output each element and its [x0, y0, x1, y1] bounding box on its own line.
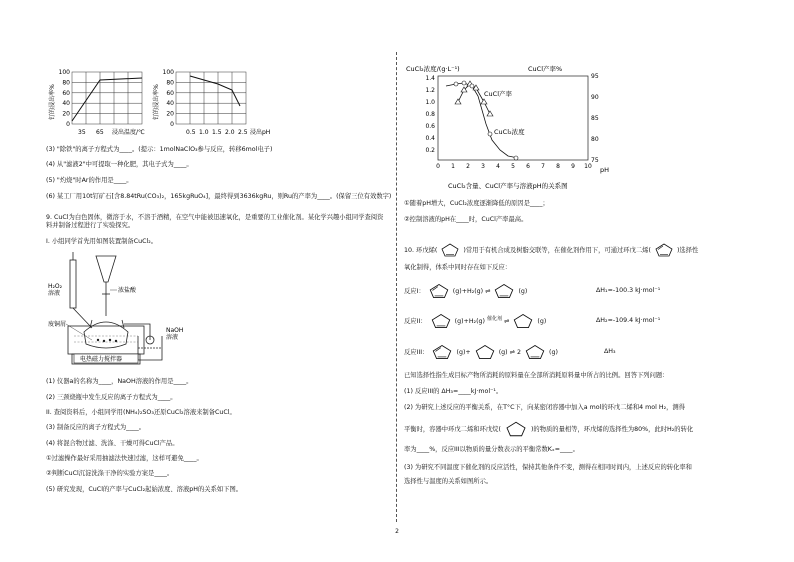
chart3-xtick: 5 — [511, 163, 515, 170]
cyclopentane-icon — [503, 420, 529, 438]
chart2-xlabel: 浸出pH — [250, 129, 271, 136]
question-4b-2: ②判断CuCl沉淀洗涤干净的实验方案是____。 — [46, 470, 174, 477]
series-yield-label: CuCl产率 — [484, 90, 513, 98]
leaching-ph-chart — [150, 66, 280, 140]
problem-10-note: 已知选择性指生成目标产物所消耗的原料量在全部所消耗原料量中所占的比例。回答下列问题： — [404, 372, 669, 379]
q10-1: (1) 反应III的 ΔH₃=____kJ·mol⁻¹。 — [404, 388, 503, 395]
chart3-right-tick: 95 — [591, 73, 599, 80]
chart-ytick: 80 — [62, 79, 70, 87]
chart1-curve — [72, 78, 142, 121]
cyclopentene-icon — [429, 312, 453, 330]
problem-10-line1 — [404, 242, 698, 258]
rxn2-mid: (g)+H₂(g) — [454, 318, 485, 325]
chart3-xlabel: pH — [600, 166, 610, 174]
rxn3-label: 反应III： — [404, 349, 429, 356]
chart-ytick: 80 — [166, 79, 174, 87]
rxn2-label: 反应II： — [404, 318, 427, 325]
label-stirrer: 电热磁力搅拌器 — [80, 356, 123, 363]
reaction-2 — [404, 312, 546, 330]
chart3-right-tick: 85 — [591, 115, 599, 122]
leaching-temp-chart — [46, 66, 166, 140]
rxn3-mid2: (g) — [498, 349, 508, 356]
chart3-left-tick: 0.8 — [425, 111, 435, 118]
chart3-xtick: 6 — [526, 163, 530, 170]
chart-ytick: 100 — [58, 69, 70, 76]
chart-ytick: 20 — [166, 110, 174, 118]
label-h2o2: H₂O₂ 溶液 — [48, 283, 63, 297]
catalyst-label: 催化剂 — [487, 315, 503, 322]
rxn1-mid: (g)+H₂(g) — [452, 288, 484, 295]
chart2-xtick: 2.5 — [238, 129, 248, 136]
reaction-2-dh: ΔH₂=-109.4 kJ·mol⁻¹ — [596, 317, 661, 324]
p10-text-a: 10. 环戊烯( — [404, 247, 438, 254]
chart-ytick: 60 — [62, 89, 70, 97]
q10-2d: 率为____%，反应III以物质的量分数表示的平衡常数Kₓ=____。 — [404, 446, 579, 453]
chart1-xtick: 35 — [78, 129, 86, 136]
cyclopentene-icon — [492, 282, 516, 300]
r-question-1: ①随着pH增大，CuCl₂浓度逐渐降低的原因是____； — [404, 200, 549, 207]
chart3-caption: CuCl₂含量、CuCl产率与溶液pH的关系图 — [448, 182, 568, 190]
q10-2a: (2) 为研究上述反应的平衡关系，在T°C下，向某密闭容器中加入a mol的环戊二烯和4 mol H₂，测得 — [404, 404, 686, 411]
reaction-1 — [404, 282, 527, 300]
question-4b-1: ①过滤操作最好采用抽滤法快速过滤，这样可避免____。 — [46, 455, 203, 462]
cyclopentadiene-icon — [430, 343, 454, 361]
chart3-xtick: 10 — [584, 163, 592, 170]
rxn2-end: (g) — [537, 318, 547, 325]
q10-3a: (3) 为研究不同温度下催化剂的反应活性，保持其他条件不变，测得在相同时间内，上述反应的转化率和 — [404, 464, 692, 471]
rxn1-label: 反应I： — [404, 288, 425, 295]
chart3-left-tick: 1.0 — [425, 99, 435, 106]
apparatus-diagram — [46, 248, 216, 368]
chart-ytick: 60 — [166, 89, 174, 97]
chart3-left-tick: 0.2 — [425, 147, 435, 154]
chart3-right-tick: 75 — [591, 157, 599, 164]
chart3-xtick: 8 — [556, 163, 560, 170]
cyclopentene-icon — [523, 343, 547, 361]
problem-9: 9. CuCl为白色固体，微溶于水，不溶于酒精，在空气中能被迅速氧化，是重要的工业催化剂。某化学兴趣小组同学查阅资料并制备过程进行了实验探究。 — [46, 214, 384, 229]
chart1-xtick: 65 — [96, 129, 104, 136]
chart3-xtick: 3 — [481, 163, 485, 170]
equilibrium-arrow-icon: ⇌ — [485, 288, 491, 295]
chart3-xtick: 9 — [571, 163, 575, 170]
problem-9-part1: I. 小组同学首先用如图装置制备CuCl₂。 — [46, 238, 158, 245]
q10-2c-text: )的物质的量相等，环戊烯的选择性为80%，此时H₂的转化 — [530, 426, 694, 433]
chart-ytick: 40 — [62, 100, 70, 108]
chart2-curve — [190, 76, 240, 106]
r-question-2: ②控制溶液的pH在____时，CuCl产率最高。 — [404, 216, 528, 223]
chart3-ylabel-left: CuCl₂浓度/(g·L⁻¹) — [406, 65, 460, 73]
page-number: 2 — [395, 528, 399, 535]
question-4: (4) 从"滤液2"中可提取一种化肥，其电子式为____。 — [46, 161, 193, 168]
cyclopentadiene-icon — [427, 282, 451, 300]
rxn1-end: (g) — [518, 288, 528, 295]
chart-ytick: 40 — [166, 100, 174, 108]
reaction-3 — [404, 343, 558, 361]
chart3-left-tick: 0.6 — [425, 123, 435, 130]
label-cu: 废铜屑 — [48, 321, 67, 328]
q10-2b — [404, 420, 693, 438]
rxn3-end: (g) — [549, 349, 558, 356]
chart3-ylabel-right: CuCl产率% — [528, 65, 563, 73]
p10-text-c: )选择性 — [676, 247, 699, 254]
cyclopentadiene-icon — [653, 242, 675, 258]
chart3-xtick: 7 — [541, 163, 545, 170]
chart-ytick: 0 — [170, 121, 174, 128]
chart-ytick: 0 — [66, 121, 70, 128]
chart1-xlabel: 浸出温度/℃ — [112, 129, 145, 136]
cucl-ph-chart — [404, 62, 614, 192]
reaction-1-dh: ΔH₁=-100.3 kJ·mol⁻¹ — [596, 287, 661, 294]
chart3-frame — [438, 76, 588, 160]
label-naoh: NaOH 溶液 — [166, 327, 184, 341]
p10-text-b: )常用于有机合成及树脂交联等，在催化剂作用下，可通过环戊二烯( — [463, 247, 651, 254]
chart1-ylabel: 钌的浸出率% — [49, 84, 56, 120]
question-4b: (4) 将混合物过滤、洗涤、干燥可得CuCl产品。 — [46, 440, 179, 447]
chart2-xtick: 1.5 — [212, 129, 222, 136]
chart2-xtick: 2.0 — [225, 129, 235, 136]
series-conc-label: CuCl₂浓度 — [494, 128, 525, 136]
question-2: (2) 三颈烧瓶中发生反应的离子方程式为____。 — [46, 394, 177, 401]
chart3-xtick: 0 — [436, 163, 440, 170]
chart-ytick: 100 — [162, 69, 174, 76]
chart3-left-tick: 0.4 — [425, 135, 435, 142]
label-valve: 浓盐酸 — [118, 287, 137, 294]
part-2: II. 查阅资料后，小组同学用(NH₄)₂SO₃还原CuCl₂溶液来制备CuCl。 — [46, 409, 236, 416]
chart3-xtick: 4 — [496, 163, 500, 170]
equilibrium-arrow-icon: ⇌ — [509, 349, 515, 356]
chart-ytick: 20 — [62, 110, 70, 118]
chart3-left-tick: 1.4 — [425, 75, 435, 82]
equilibrium-arrow-icon: ⇌ — [504, 318, 510, 325]
q10-3b: 选择性与温度的关系如图所示。 — [404, 478, 493, 485]
cyclopentane-icon — [473, 343, 497, 361]
question-1: (1) 仪器a的名称为____，NaOH溶液的作用是____。 — [46, 378, 193, 385]
chart2-ylabel: 钌的浸出率% — [153, 84, 160, 120]
reaction-3-dh: ΔH₃ — [604, 348, 616, 355]
rxn3-mid: (g)+ — [456, 349, 471, 356]
cyclopentane-icon — [511, 312, 535, 330]
rxn3-coef: 2 — [516, 349, 521, 356]
problem-10-line2: 氧化制得，体系中同时存在如下反应： — [404, 264, 512, 271]
chart3-left-tick: 1.2 — [425, 87, 435, 94]
chart2-xtick: 1.0 — [199, 129, 209, 136]
chart3-xtick: 1 — [451, 163, 455, 170]
question-3b: (3) 制备反应的离子方程式为____。 — [46, 424, 146, 431]
question-6: (6) 某工厂用10t钌矿石[含8.84tRu(CO₃)₂，165kgRuO₄]，最终得到3636kgRu，则Ru的产率为____。(保留三位有效数字) — [46, 193, 392, 200]
column-divider — [396, 52, 397, 522]
question-5: (5) "灼烧"时Ar的作用是____。 — [46, 177, 133, 184]
question-3: (3) "除铁"的离子方程式为____。(提示：1molNaClO₃参与反应，转移6mol电子) — [46, 146, 273, 153]
chart3-right-tick: 80 — [591, 136, 599, 143]
question-5b: (5) 研究发现，CuCl的产率与CuCl₂起始浓度、溶液pH的关系如下图。 — [46, 486, 243, 493]
chart3-right-tick: 90 — [591, 94, 599, 101]
chart2-xtick: 0.5 — [186, 129, 196, 136]
q10-2b-text: 平衡时，容器中环戊二烯和环戊烷( — [404, 426, 501, 433]
cyclopentene-icon — [439, 242, 461, 258]
chart3-xtick: 2 — [466, 163, 470, 170]
